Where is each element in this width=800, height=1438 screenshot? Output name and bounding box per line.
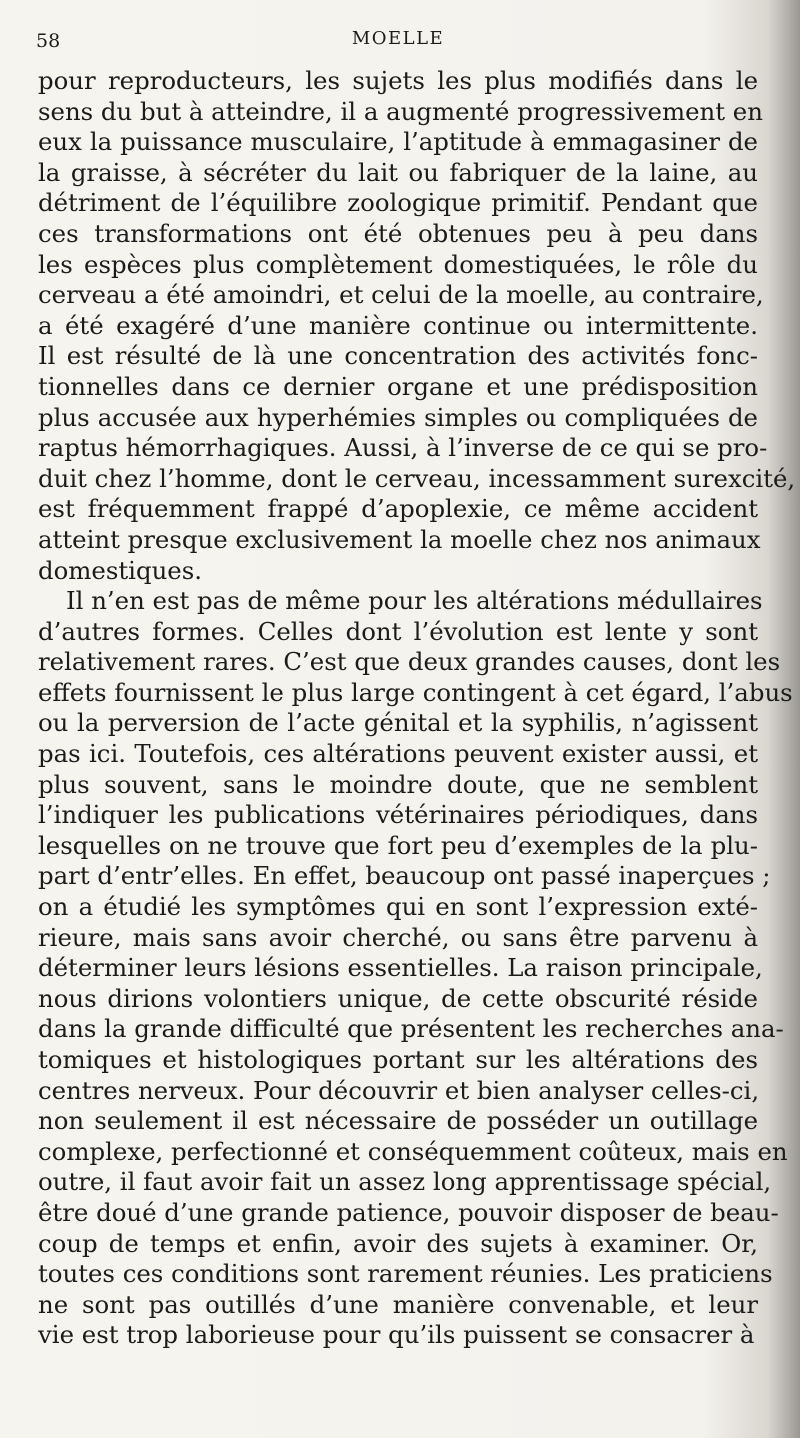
text-line: relativement rares. C’est que deux grandes causes, dont les — [38, 647, 781, 677]
text-line: tionnelles dans ce dernier organe et une prédisposition — [38, 371, 758, 401]
text-line: la graisse, à sécréter du lait ou fabriquer de la laine, au — [38, 157, 758, 187]
text-line: ces transformations ont été obtenues peu à peu dans — [38, 218, 758, 248]
text-line: l’indiquer les publications vétérinaires périodiques, dans — [38, 800, 758, 830]
text-line: ne sont pas outillés d’une manière convenable, et leur — [38, 1289, 758, 1319]
text-line: plus souvent, sans le moindre doute, que ne semblent — [38, 769, 758, 799]
text-line: effets fournissent le plus large contingent à cet égard, l’abus — [38, 677, 793, 707]
text-line: plus accusée aux hyperhémies simples ou compliquées de — [38, 402, 758, 432]
text-line: non seulement il est nécessaire de posséder un outillage — [38, 1106, 758, 1136]
text-line: on a étudié les symptômes qui en sont l’expression exté- — [38, 892, 758, 922]
text-line: les espèces plus complètement domestiquées, le rôle du — [38, 249, 758, 279]
page-number: 58 — [36, 30, 61, 52]
text-line: toutes ces conditions sont rarement réunies. Les praticiens — [38, 1259, 773, 1289]
text-line: eux la puissance musculaire, l’aptitude à emmagasiner de — [38, 127, 758, 157]
text-line: outre, il faut avoir fait un assez long apprentissage spécial, — [38, 1167, 772, 1197]
text-line: pas ici. Toutefois, ces altérations peuvent exister aussi, et — [38, 739, 758, 769]
text-line: déterminer leurs lésions essentielles. La raison principale, — [38, 953, 763, 983]
text-line: dans la grande difficulté que présentent les recherches ana- — [38, 1014, 784, 1044]
text-line: d’autres formes. Celles dont l’évolution est lente y sont — [38, 616, 758, 646]
paragraph-1 — [38, 66, 796, 586]
text-line: domestiques. — [38, 555, 203, 585]
text-line: pour reproducteurs, les sujets les plus modifiés dans le — [38, 66, 758, 95]
text-line: Il n’en est pas de même pour les altérations médullaires — [66, 586, 763, 616]
running-title: MOELLE — [351, 28, 445, 49]
text-line: a été exagéré d’une manière continue ou intermittente. — [38, 310, 758, 340]
text-line: duit chez l’homme, dont le cerveau, incessamment surexcité, — [38, 463, 796, 493]
page-header — [36, 26, 760, 54]
text-line: coup de temps et enfin, avoir des sujets à examiner. Or, — [38, 1228, 758, 1258]
text-line: atteint presque exclusivement la moelle chez nos animaux — [38, 524, 761, 554]
text-line: part d’entr’elles. En effet, beaucoup ont passé inaperçues ; — [38, 861, 771, 891]
text-line: être doué d’une grande patience, pouvoir disposer de beau- — [38, 1197, 779, 1227]
text-line: sens du but à atteindre, il a augmenté progressivement en — [38, 96, 763, 126]
text-line: ou la perversion de l’acte génital et la syphilis, n’agissent — [38, 708, 758, 738]
text-line: est fréquemment frappé d’apoplexie, ce même accident — [38, 494, 758, 524]
paragraph-2 — [38, 586, 793, 1351]
text-line: Il est résulté de là une concentration des activités fonc- — [38, 341, 758, 371]
text-line: cerveau a été amoindri, et celui de la moelle, au contraire, — [38, 280, 764, 310]
text-line: raptus hémorrhagiques. Aussi, à l’inverse de ce qui se pro- — [38, 433, 768, 463]
text-line: tomiques et histologiques portant sur les altérations des — [38, 1045, 758, 1074]
page-body — [38, 66, 796, 1351]
text-line: rieure, mais sans avoir cherché, ou sans être parvenu à — [38, 922, 758, 952]
text-line: centres nerveux. Pour découvrir et bien analyser celles-ci, — [38, 1075, 760, 1105]
text-line: vie est trop laborieuse pour qu’ils puissent se consacrer à — [38, 1320, 755, 1350]
text-line: nous dirions volontiers unique, de cette obscurité réside — [38, 983, 758, 1013]
text-line: détriment de l’équilibre zoologique primitif. Pendant que — [38, 188, 758, 218]
text-line: complexe, perfectionné et conséquemment coûteux, mais en — [38, 1136, 788, 1166]
text-line: lesquelles on ne trouve que fort peu d’exemples de la plu- — [38, 830, 758, 860]
